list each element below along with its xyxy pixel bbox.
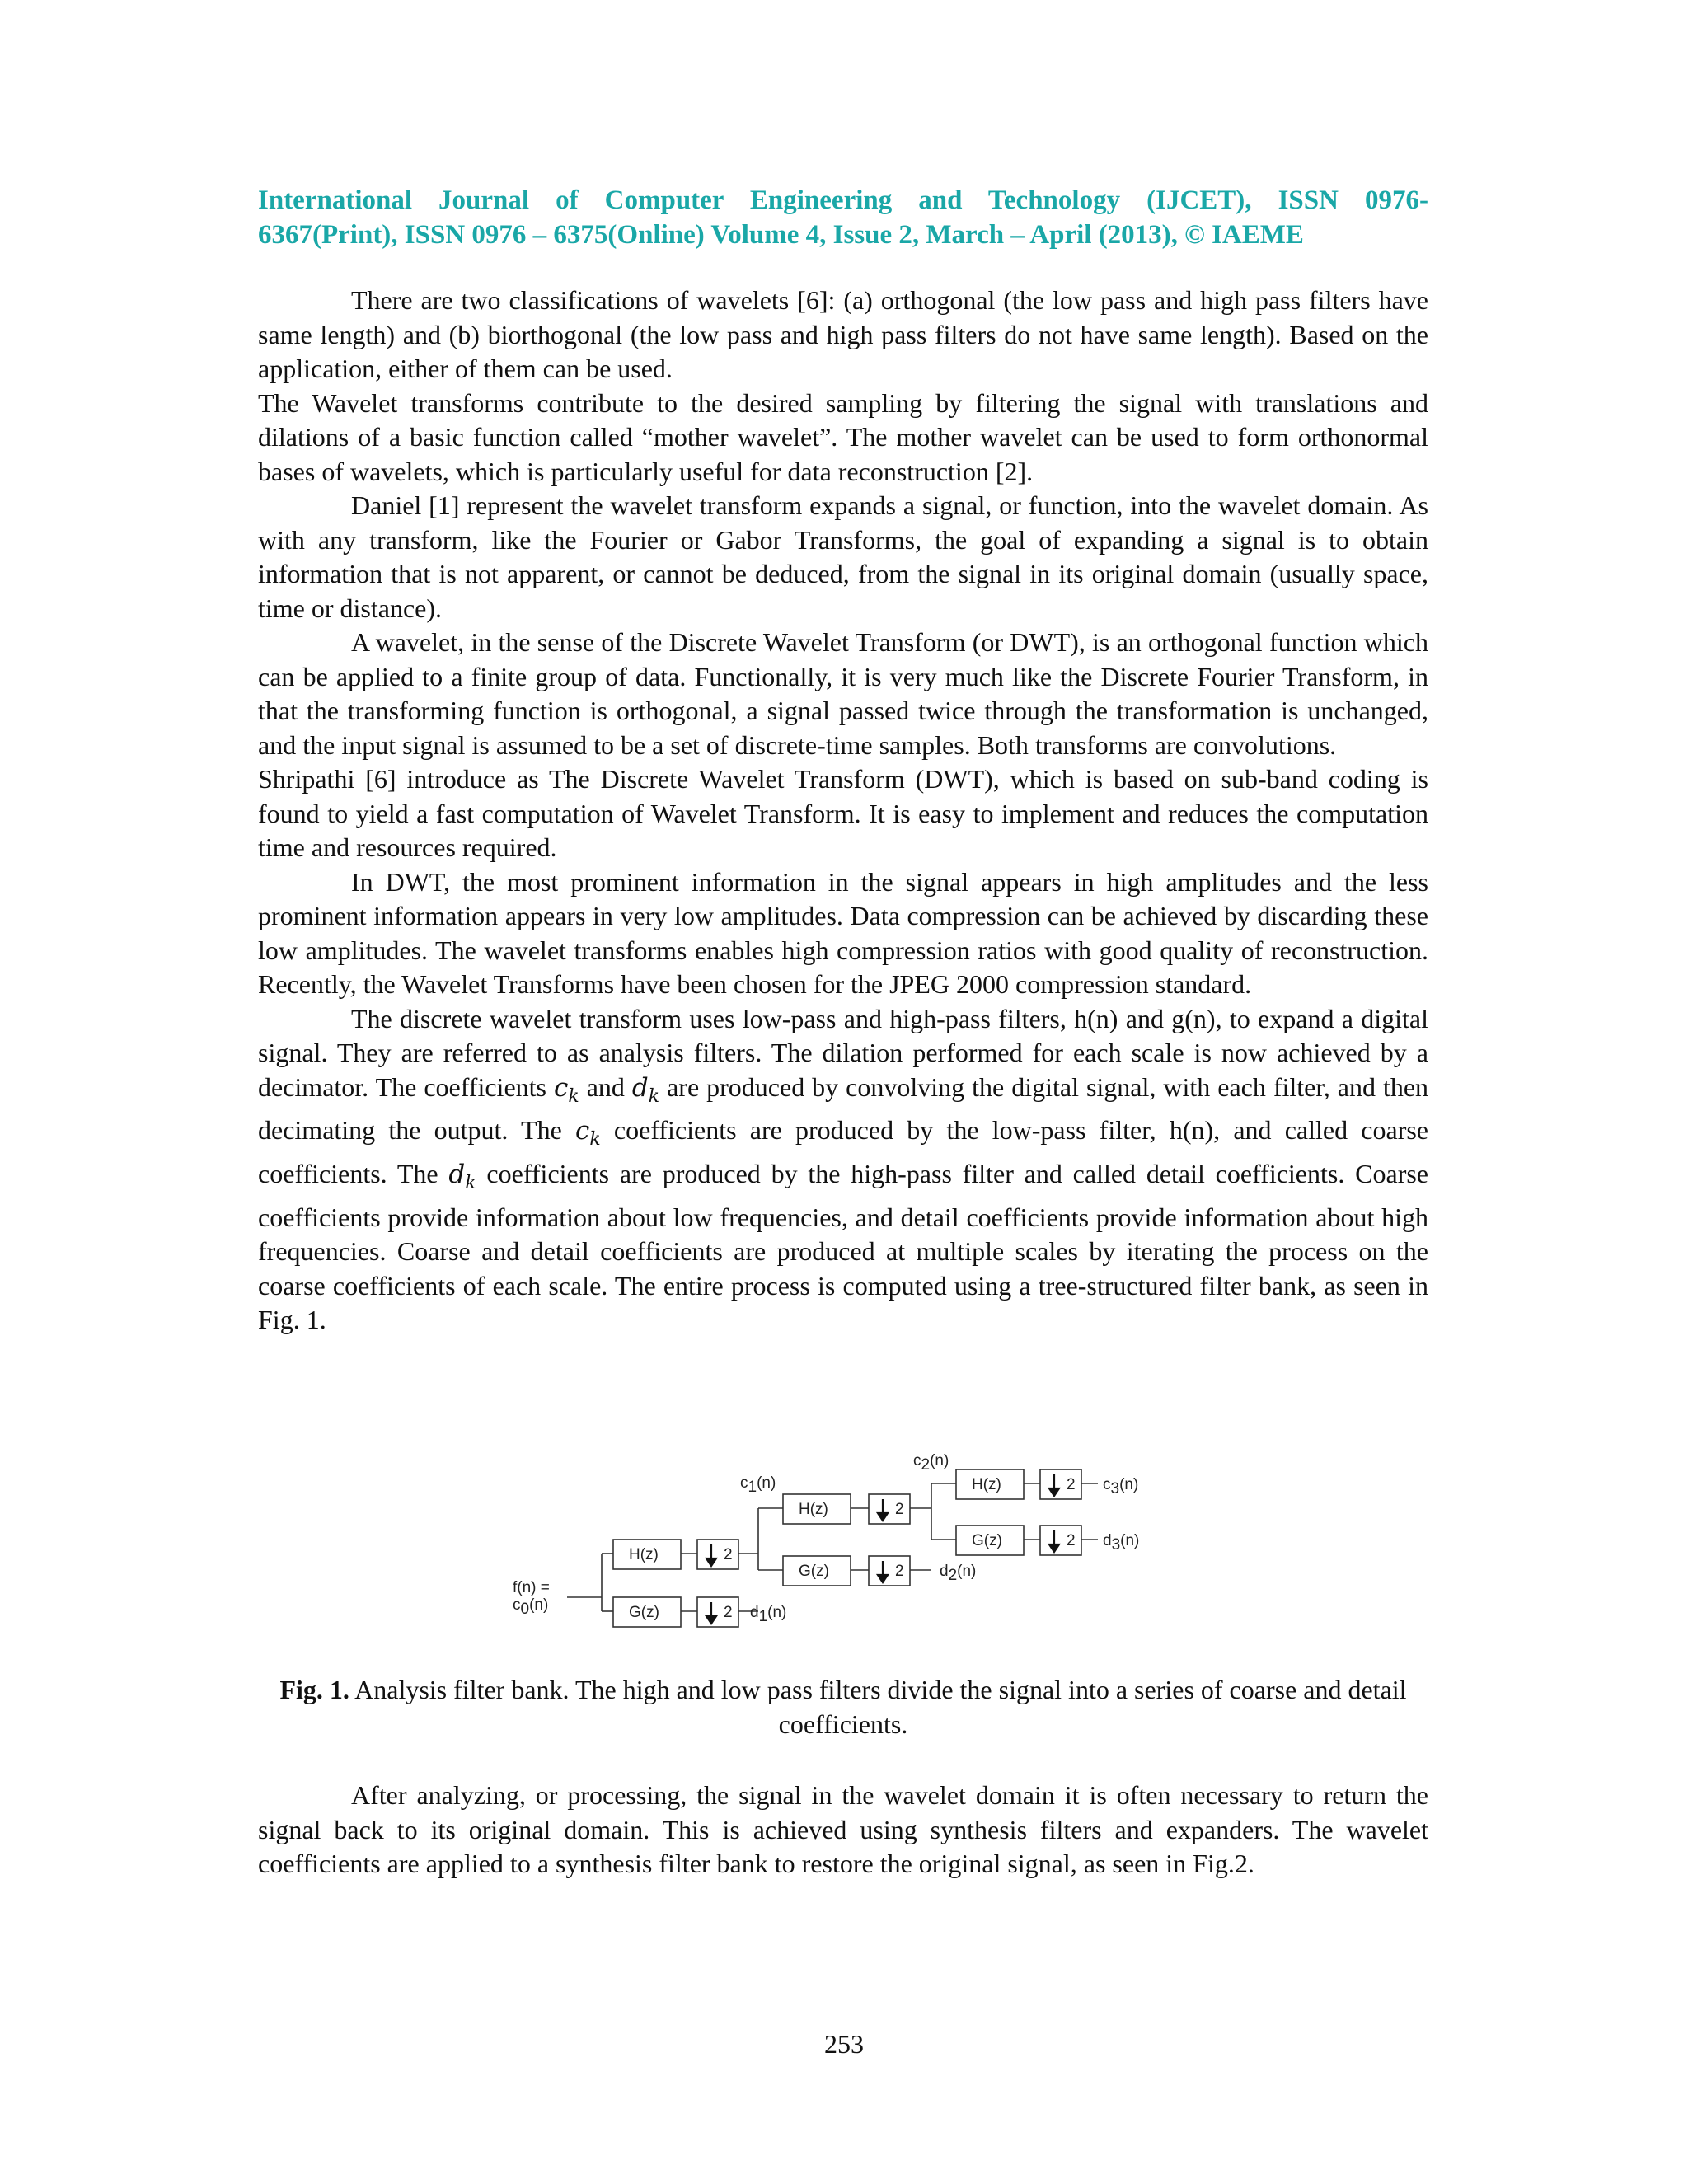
math-sub: k — [465, 1173, 476, 1194]
page-number: 253 — [824, 2029, 864, 2059]
text-run: The discrete wavelet transform uses low-pass and high-pass filters, h(n) and g(n), to expand a digital signal. They are referred to as analysis filters. The dilation performed for each scale is now achieved by a decimator. The coefficients — [258, 1003, 1428, 1102]
g-label: G(z) — [972, 1532, 1002, 1549]
math-sub: k — [568, 1085, 579, 1107]
label-sub: 0 — [520, 1601, 530, 1618]
paragraph: In DWT, the most prominent information in the signal appears in high amplitudes and the less prominent information appears in very low amplitudes. Data compression can be achieved by discarding these low amplitudes. The wavelet transforms enables high compression ratios with good quality of reconstruction. Recently, the Wavelet Transforms have been chosen for the JPEG 2000 compression standard. — [258, 866, 1428, 999]
label-sub: 3 — [1110, 1480, 1120, 1497]
h-label: H(z) — [799, 1501, 828, 1518]
down-label: 2 — [895, 1501, 904, 1518]
math-var: d — [448, 1159, 466, 1189]
paragraph: Daniel [1] represent the wavelet transform expands a signal, or function, into the wavelet domain. As with any transform, like the Fourier or Gabor Transforms, the goal of expanding a signal is to obtain information that is not apparent, or cannot be deduced, from the signal in its original domain (usually space, time or distance). — [258, 490, 1428, 623]
paragraph: Shripathi [6] introduce as The Discrete Wavelet Transform (DWT), which is based on sub-band coding is found to yield a fast computation of Wavelet Transform. It is easy to implement and reduces the computation time and resources required. — [258, 764, 1428, 862]
math-var: c — [553, 1072, 569, 1103]
label-sub: 2 — [948, 1567, 958, 1584]
label-var: d — [1103, 1532, 1112, 1549]
journal-header — [258, 183, 1428, 252]
text-run: coefficients are produced by the high-pass filter and called detail coefficients. Coarse coefficients provide information about low frequencies, and detail coefficients provide information about high frequencies. Coarse and detail coefficients are produced at multiple scales by iterating the process on the coarse coefficients of each scale. The entire process is computed using a tree-structured filter bank, as seen in Fig. 1. — [258, 1158, 1429, 1335]
label-sub: 2 — [921, 1456, 931, 1474]
journal-header-line2: 6367(Print), ISSN 0976 – 6375(Online) Volume 4, Issue 2, March – April (2013), © IAEME — [258, 220, 1304, 250]
label-tail: (n) — [767, 1604, 787, 1621]
d2-label — [940, 1563, 976, 1584]
text-run: are produced by convolving the digital signal, with each filter, and then decimating the output. The — [258, 1071, 1429, 1146]
down-label: 2 — [895, 1563, 904, 1580]
c2-label — [913, 1452, 949, 1474]
paragraph — [258, 1002, 1428, 1338]
label-sub: 1 — [748, 1479, 757, 1496]
label-tail: (n) — [1119, 1476, 1139, 1493]
body-text — [258, 284, 1428, 1338]
math-dk — [448, 1159, 476, 1194]
g-label: G(z) — [799, 1563, 829, 1580]
math-ck — [553, 1072, 579, 1107]
caption-text: Analysis filter bank. The high and low pass filters divide the signal into a series of coarse and detail coefficients. — [349, 1675, 1407, 1739]
paragraph: After analyzing, or processing, the signal in the wavelet domain it is often necessary to return the signal back to its original domain. This is achieved using synthesis filters and expanders. The wavelet coefficients are applied to a synthesis filter bank to restore the original signal, as seen in Fig.2. — [258, 1780, 1428, 1878]
figure-caption — [258, 1673, 1428, 1741]
label-sub: 1 — [758, 1608, 768, 1625]
d3-label — [1103, 1532, 1139, 1554]
input-label: f(n) = — [513, 1579, 550, 1596]
c1-label — [740, 1474, 776, 1496]
caption-label: Fig. 1. — [279, 1675, 349, 1704]
label-tail: (n) — [957, 1563, 977, 1580]
math-var: c — [575, 1116, 590, 1146]
math-dk — [631, 1072, 660, 1107]
d1-label — [750, 1604, 786, 1625]
label-tail: (n) — [930, 1452, 950, 1469]
down-label: 2 — [724, 1546, 733, 1563]
math-ck — [575, 1116, 601, 1151]
label-var: c — [513, 1596, 521, 1614]
label-var: d — [750, 1604, 759, 1621]
paragraph: The Wavelet transforms contribute to the desired sampling by filtering the signal with translations and dilations of a basic function called “mother wavelet”. The mother wavelet can be used to form orthonormal bases of wavelets, which is particularly useful for data reconstruction [2]. — [258, 387, 1428, 486]
math-sub: k — [648, 1085, 660, 1107]
down-label: 2 — [1067, 1476, 1076, 1493]
label-var: d — [940, 1563, 949, 1580]
c3-label — [1103, 1476, 1138, 1497]
down-label: 2 — [1067, 1532, 1076, 1549]
h-label: H(z) — [629, 1546, 659, 1563]
figure-analysis-filter-bank — [511, 1451, 1170, 1640]
body-text-after-figure — [258, 1779, 1428, 1882]
journal-header-line1: International Journal of Computer Engineering and Technology (IJCET), ISSN 0976- — [258, 185, 1428, 215]
text-run: and — [579, 1071, 632, 1102]
label-tail: (n) — [757, 1474, 776, 1492]
down-label: 2 — [724, 1604, 733, 1621]
label-var: c — [1103, 1476, 1111, 1493]
label-tail: (n) — [1120, 1532, 1140, 1549]
label-var: c — [740, 1474, 748, 1492]
math-sub: k — [589, 1129, 601, 1151]
h-label: H(z) — [972, 1476, 1001, 1493]
label-sub: 3 — [1111, 1536, 1121, 1554]
text-run: coefficients are produced by the low-pass filter, h(n), and called coarse coefficients. The — [258, 1115, 1429, 1188]
label-var: c — [913, 1452, 921, 1469]
g-label: G(z) — [629, 1604, 659, 1621]
input-label-c0 — [513, 1596, 548, 1618]
label-tail: (n) — [529, 1596, 549, 1614]
math-var: d — [631, 1072, 649, 1103]
paragraph: A wavelet, in the sense of the Discrete Wavelet Transform (or DWT), is an orthogonal function which can be applied to a finite group of data. Functionally, it is very much like the Discrete Fourier Transform, in that the transforming function is orthogonal, a signal passed twice through the transformation is unchanged, and the input signal is assumed to be a set of discrete-time samples. Both transforms are convolutions. — [258, 627, 1428, 760]
paragraph: There are two classifications of wavelets [6]: (a) orthogonal (the low pass and high pass filters have same length) and (b) biorthogonal (the low pass and high pass filters do not have same length). Based on the application, either of them can be used. — [258, 285, 1428, 383]
filter-bank-diagram — [511, 1451, 1170, 1640]
